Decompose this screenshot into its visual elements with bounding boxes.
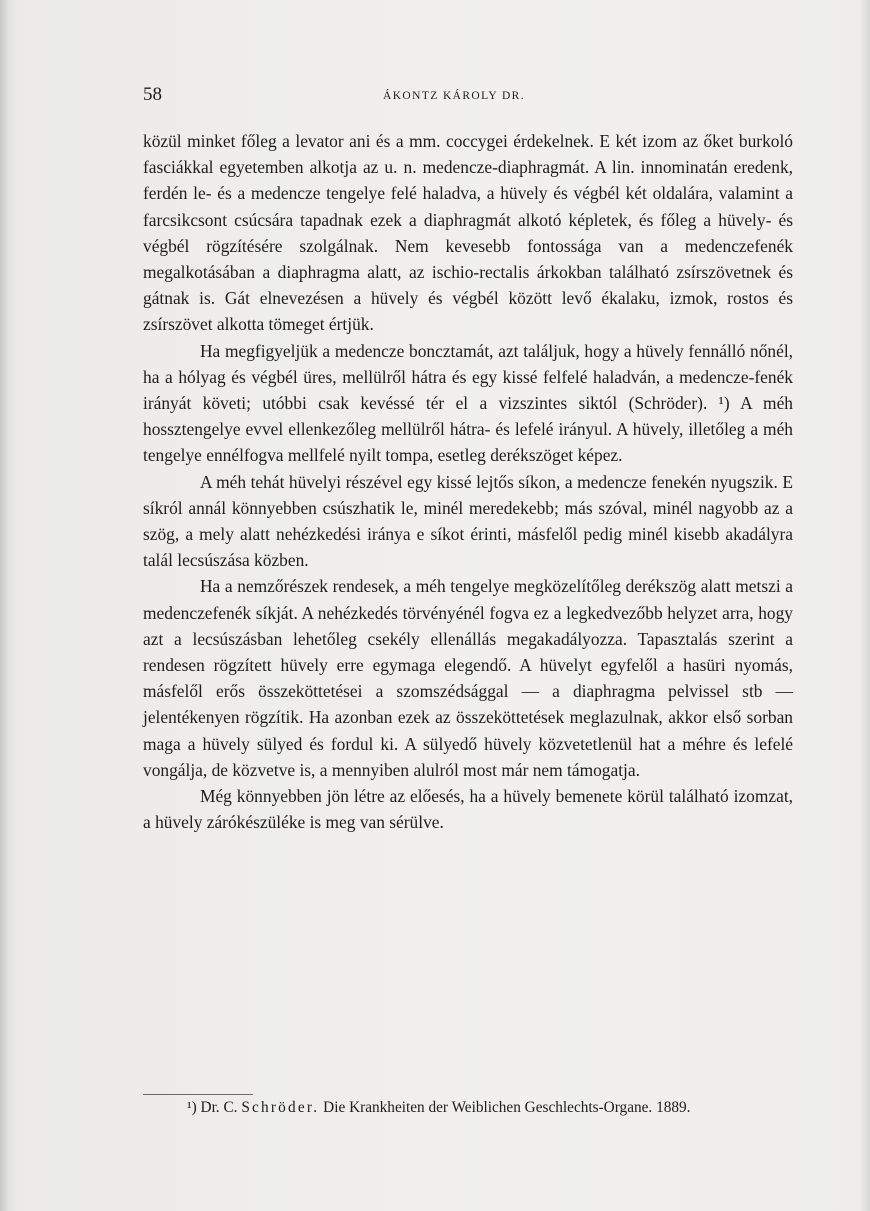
footnote-prefix: Dr. C.	[200, 1099, 238, 1116]
footnote-text: Die Krankheiten der Weiblichen Geschlechts-Organe. 1889.	[323, 1099, 691, 1116]
running-head: ÁKONTZ KÁROLY DR.	[383, 90, 526, 102]
page-header	[143, 84, 793, 114]
paragraph-5: Még könnyebben jön létre az előesés, ha a hüvely bemenete körül található izomzat, a hüvely zárókészüléke is meg van sérülve.	[143, 786, 793, 833]
footnote-marker: ¹)	[187, 1099, 197, 1116]
paragraph-4: Ha a nemzőrészek rendesek, a méh tengelye megközelítőleg derékszög alatt metszi a medenczefenék síkját. A nehézkedés törvényénél fogva ez a legkedvezőbb helyzet arra, hogy azt a lecsúszásban lehetőleg csekély ellenállás megakadályozza. Tapasztalás szerint a rendesen rögzített hüvely erre egymaga elegendő. A hüvelyt egyfelől a hasüri nyomás, másfelől erős összeköttetései a szomszédsággal — a diaphragma pelvissel stb — jelentékenyen rögzítik. Ha azonban ezek az összeköttetések meglazulnak, akkor első sorban maga a hüvely sülyed és fordul ki. A sülyedő hüvely közvetetlenül hat a méhre és lefelé vongálja, de közvetve is, a mennyiben alulról most már nem támogatja.	[143, 576, 793, 780]
footnote-rule	[143, 1094, 253, 1095]
body-text	[143, 128, 793, 835]
footnote-author: Schröder.	[241, 1099, 320, 1116]
paragraph-1: közül minket főleg a levator ani és a mm. coccygei érdekelnek. E két izom az őket burkoló fasciákkal egyetemben alkotja az u. n. medencze-diaphragmát. A lin. innominatán eredenk, ferdén le- és a medencze tengelye felé haladva, a hüvely és végbél két oldalára, valamint a farcsikcsont csúcsára tapadnak ezek a diaphragmát alkotó képletek, és főleg a hüvely- és végbél rögzítésére szolgálnak. Nem kevesebb fontossága van a medenczefenék megalkotásában a diaphragma alatt, az ischio-rectalis árkokban található zsírszövetnek és gátnak is. Gát elnevezésen a hüvely és végbél között levő ékalaku, izmok, rostos és zsírszövet alkotta tömeget értjük.	[143, 131, 793, 335]
footnotes	[143, 1097, 793, 1119]
paragraph-2: Ha megfigyeljük a medencze bonczt​amát, azt találjuk, hogy a hüvely fennálló nőnél, ha a hólyag és végbél üres, mellülről hátra és egy kissé felfelé haladván, a medencze-fenék irányát követi; utóbbi csak kevéssé tér el a vizszintes siktól (Schröder). ¹) A méh hossztengelye evvel ellenkezőleg mellülről hátra- és lefelé irányul. A hüvely, illetőleg a méh tengelye ennélfogva mellfelé nyilt tompa, esetleg derékszöget képez.	[143, 340, 793, 466]
page-number: 58	[143, 84, 162, 105]
footnote-1	[143, 1097, 793, 1119]
paragraph-3: A méh tehát hüvelyi részével egy kissé lejtős síkon, a medencze fenekén nyugszik. E síkról annál könnyebben csúszhatik le, minél meredekebb; más szóval, minél nagyobb az a szög, a mely alatt nehézkedési iránya e síkot érinti, másfelől pedig minél kisebb akadályra talál lecsúszása közben.	[143, 471, 793, 571]
